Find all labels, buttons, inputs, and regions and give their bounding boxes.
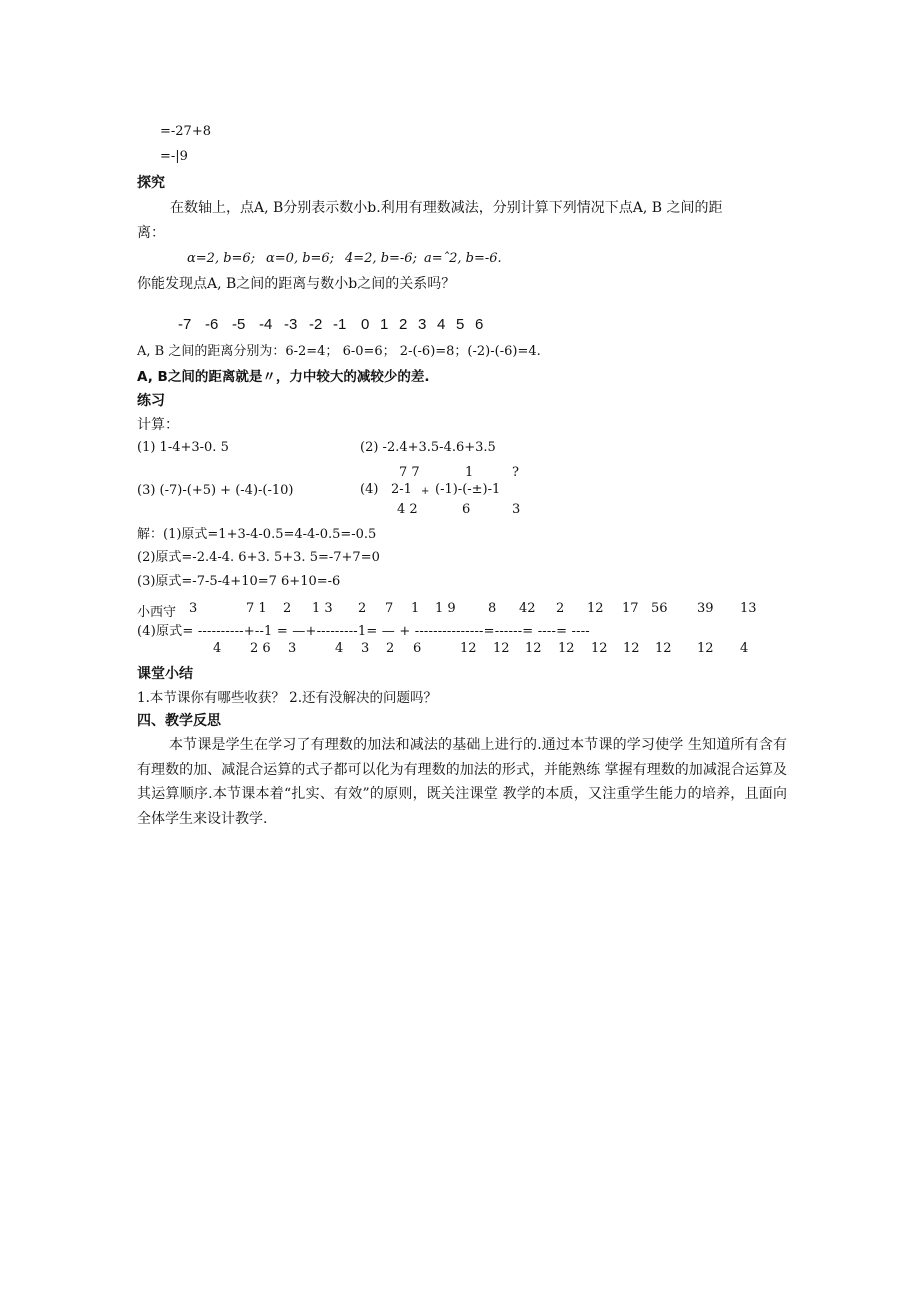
equation-line-2: =-|9 xyxy=(160,149,188,164)
problem-2: (2) -2.4+3.5-4.6+3.5 xyxy=(360,440,496,455)
p4-label: (4) xyxy=(360,482,379,497)
sol4-bot: 12 xyxy=(525,641,542,656)
sol4-bot: 12 xyxy=(591,641,608,656)
section-heading-practice: 练习 xyxy=(137,393,165,409)
problem-3: (3) (-7)-(+5) + (-4)-(-10) xyxy=(137,483,294,498)
solution-3: (3)原式=-7-5-4+10=7 6+10=-6 xyxy=(137,574,341,589)
sol4-top: 8 xyxy=(488,601,497,616)
section-heading-summary: 课堂小结 xyxy=(137,666,193,682)
sol4-bot: 12 xyxy=(655,641,672,656)
p4-denominator: 6 xyxy=(462,502,471,517)
sol4-bot: 12 xyxy=(558,641,575,656)
axis-tick: -1 xyxy=(333,316,347,333)
p4-numerator: ? xyxy=(512,465,519,480)
axis-tick: 3 xyxy=(418,316,427,333)
case-2: ɑ=0, b=6; xyxy=(266,251,335,266)
solution-4-expression: (4)原式= ----------+--1 = —+---------1= — + ---------------=------= ----= ---- xyxy=(137,624,590,639)
section-heading-reflection: 四、教学反思 xyxy=(137,713,221,729)
number-axis xyxy=(178,316,484,337)
sol4-top: 2 xyxy=(556,601,565,616)
axis-tick: 5 xyxy=(456,316,465,333)
sol4-bot: 12 xyxy=(623,641,640,656)
p4-denominator: 3 xyxy=(512,502,521,517)
p4-numerator: 7 7 xyxy=(399,465,420,480)
sol4-bot: 12 xyxy=(460,641,477,656)
sol4-bot: 3 xyxy=(288,641,297,656)
axis-tick: -2 xyxy=(309,316,323,333)
sol4-bot: 4 xyxy=(335,641,344,656)
distance-results: A, B 之间的距离分别为：6-2=4； 6-0=6； 2-(-6)=8；(-2)-(-6)=4. xyxy=(137,344,541,359)
axis-tick: 1 xyxy=(380,316,389,333)
solution-1: 解：(1)原式=1+3-4-0.5=4-4-0.5=-0.5 xyxy=(137,527,377,542)
sol4-top: 3 xyxy=(189,601,198,616)
section-heading-explore: 探究 xyxy=(137,175,165,191)
problem-1: (1) 1-4+3-0. 5 xyxy=(137,440,229,455)
sol4-top: 7 xyxy=(385,601,394,616)
axis-tick: 4 xyxy=(437,316,446,333)
sol4-top: 2 xyxy=(358,601,367,616)
axis-tick: -3 xyxy=(284,316,298,333)
sol4-bot: 4 xyxy=(213,641,222,656)
sol4-bot: 3 xyxy=(361,641,370,656)
explore-question: 你能发现点A, B之间的距离与数小b之间的关系吗？ xyxy=(137,276,456,292)
sol4-top: 小西守 xyxy=(137,605,177,620)
reflection-paragraph: 本节课是学生在学习了有理数的加法和减法的基础上进行的.通过本节课的学习使学 生知道所有含有有理数的加、减混合运算的式子都可以化为有理数的加法的形式，并能熟练 掌握有理数的加减混合运算及其运算顺序.本节课本着“扎实、有效”的原则，既关注课堂 教学的本质，又注重学生能力的培养，且面向全体学生来设计教学. xyxy=(137,737,787,827)
case-3: 4=2, b=-6; xyxy=(345,251,417,266)
solution-2: (2)原式=-2.4-4. 6+3. 5+3. 5=-7+7=0 xyxy=(137,550,380,565)
axis-tick: -5 xyxy=(232,316,246,333)
axis-tick: -7 xyxy=(178,316,192,333)
p4-term: 2-1 xyxy=(391,482,412,497)
case-4: a=ˆ2, b=-6. xyxy=(424,251,502,266)
sol4-top: 7 1 xyxy=(246,601,267,616)
summary-text: 1.本节课你有哪些收获？ 2.还有没解决的问题吗？ xyxy=(137,690,438,706)
sol4-top: 1 9 xyxy=(435,601,456,616)
compute-label: 计算： xyxy=(137,417,179,433)
case-1: ɑ=2, b=6; xyxy=(187,251,256,266)
axis-tick: 2 xyxy=(399,316,408,333)
explore-intro-line-1: 在数轴上，点A, B分别表示数小b.利用有理数减法，分别计算下列情况下点A, B 之间的距 xyxy=(170,200,723,216)
sol4-top: 1 xyxy=(411,601,420,616)
p4-numerator: 1 xyxy=(465,465,474,480)
sol4-top: 56 xyxy=(651,601,668,616)
axis-tick: 6 xyxy=(475,316,484,333)
sol4-top: 17 xyxy=(622,601,639,616)
sol4-bot: 12 xyxy=(697,641,714,656)
p4-denominator: 4 2 xyxy=(397,502,418,517)
sol4-top: 39 xyxy=(697,601,714,616)
sol4-bot: 4 xyxy=(740,641,749,656)
distance-conclusion: A, B之间的距离就是〃，力中较大的减较少的差. xyxy=(137,369,430,385)
axis-tick: 0 xyxy=(361,316,370,333)
sol4-top: 13 xyxy=(740,601,757,616)
sol4-bot: 2 6 xyxy=(250,641,271,656)
sol4-bot: 12 xyxy=(493,641,510,656)
p4-term: (-1)-(-±)-1 xyxy=(435,482,501,497)
axis-tick: -6 xyxy=(205,316,219,333)
sol4-bot: 2 xyxy=(386,641,395,656)
sol4-bot: 6 xyxy=(413,641,422,656)
equation-line-1: =-27+8 xyxy=(160,124,211,139)
sol4-top: 42 xyxy=(519,601,536,616)
sol4-top: 12 xyxy=(587,601,604,616)
sol4-top: 2 xyxy=(283,601,292,616)
p4-plus: + xyxy=(421,486,430,497)
sol4-top: 1 3 xyxy=(312,601,333,616)
axis-tick: -4 xyxy=(259,316,273,333)
explore-intro-line-2: 离： xyxy=(137,225,165,241)
